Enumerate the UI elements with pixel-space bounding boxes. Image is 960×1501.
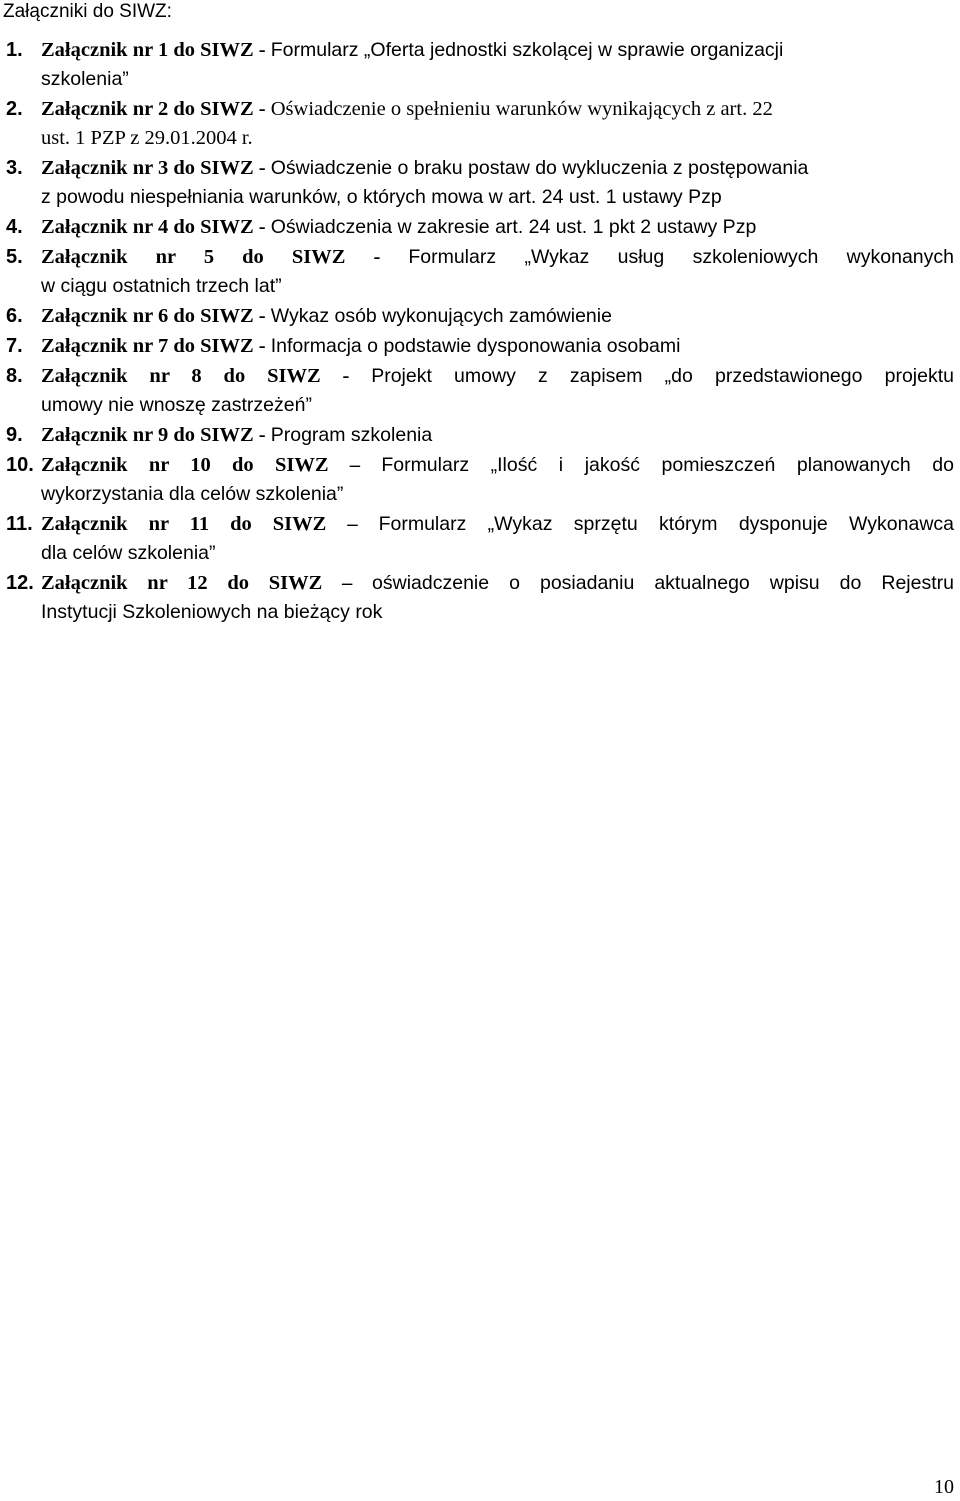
item-description-continued: w ciągu ostatnich trzech lat”: [41, 275, 282, 297]
item-description: Projekt umowy z zapisem „do przedstawionego projektu: [371, 365, 954, 387]
item-first-line: [41, 510, 954, 539]
item-description-continued: Instytucji Szkoleniowych na bieżący rok: [41, 601, 383, 623]
item-description: Oświadczenia w zakresie art. 24 ust. 1 pkt 2 ustawy Pzp: [270, 216, 757, 238]
item-description-continued: dla celów szkolenia”: [41, 542, 216, 564]
page-title: Załączniki do SIWZ:: [3, 1, 172, 22]
item-first-line: [41, 302, 954, 331]
list-item: [0, 421, 960, 450]
item-number: 7.: [6, 335, 23, 357]
item-number: 1.: [6, 39, 23, 61]
item-label: Załącznik nr 6 do SIWZ -: [41, 305, 271, 327]
item-label: Załącznik nr 1 do SIWZ -: [41, 39, 271, 61]
item-description-continued: wykorzystania dla celów szkolenia”: [41, 483, 344, 505]
item-description: Oświadczenie o spełnieniu warunków wynikających z art. 22: [270, 98, 773, 120]
item-label: Załącznik nr 5 do SIWZ -: [41, 246, 409, 268]
item-first-line: [41, 36, 954, 65]
item-label: Załącznik nr 8 do SIWZ -: [41, 365, 372, 387]
list-item: [0, 36, 960, 94]
item-number: 5.: [6, 246, 23, 268]
item-first-line: [41, 154, 954, 183]
list-item: [0, 213, 960, 242]
item-label: Załącznik nr 7 do SIWZ -: [41, 335, 271, 357]
item-number: 9.: [6, 424, 23, 446]
item-label: Załącznik nr 3 do SIWZ -: [41, 157, 271, 179]
item-label: Załącznik nr 11 do SIWZ –: [41, 513, 379, 535]
item-first-line: [41, 243, 954, 272]
item-description: Informacja o podstawie dysponowania osobami: [270, 335, 681, 357]
item-first-line: [41, 451, 954, 480]
item-label: Załącznik nr 10 do SIWZ –: [41, 454, 382, 476]
item-first-line: [41, 362, 954, 391]
item-first-line: [41, 332, 954, 361]
page-number: 10: [934, 1476, 954, 1498]
item-description: Oświadczenie o braku postaw do wykluczenia z postępowania: [270, 157, 809, 179]
item-number: 6.: [6, 305, 23, 327]
item-description: Program szkolenia: [270, 424, 433, 446]
item-number: 12.: [6, 572, 34, 594]
list-item: [0, 332, 960, 361]
item-description: Formularz „Wykaz sprzętu którym dysponuje Wykonawca: [378, 513, 954, 535]
item-description-continued: szkolenia”: [41, 68, 129, 90]
item-number: 8.: [6, 365, 23, 387]
item-label: Załącznik nr 4 do SIWZ -: [41, 216, 271, 238]
item-number: 3.: [6, 157, 23, 179]
item-first-line: [41, 95, 954, 124]
item-number: 10.: [6, 454, 34, 476]
item-number: 2.: [6, 98, 23, 120]
item-first-line: [41, 213, 954, 242]
list-item: [0, 510, 960, 568]
list-item: [0, 243, 960, 301]
item-description: Formularz „Wykaz usług szkoleniowych wykonanych: [408, 246, 954, 268]
item-label: Załącznik nr 9 do SIWZ -: [41, 424, 271, 446]
item-description-continued: ust. 1 PZP z 29.01.2004 r.: [41, 127, 253, 149]
list-item: [0, 95, 960, 153]
item-description: oświadczenie o posiadaniu aktualnego wpisu do Rejestru: [372, 572, 954, 594]
item-description: Formularz „Ilość i jakość pomieszczeń planowanych do: [381, 454, 954, 476]
list-item: [0, 302, 960, 331]
item-description-continued: umowy nie wnoszę zastrzeżeń”: [41, 394, 312, 416]
item-description: Formularz „Oferta jednostki szkolącej w sprawie organizacji: [270, 39, 784, 61]
item-number: 4.: [6, 216, 23, 238]
list-item: [0, 451, 960, 509]
list-item: [0, 569, 960, 627]
item-description: Wykaz osób wykonujących zamówienie: [270, 305, 612, 327]
item-description-continued: z powodu niespełniania warunków, o których mowa w art. 24 ust. 1 ustawy Pzp: [41, 186, 722, 208]
item-first-line: [41, 569, 954, 598]
item-first-line: [41, 421, 954, 450]
list-item: [0, 362, 960, 420]
attachments-list: [0, 36, 960, 628]
item-number: 11.: [6, 513, 33, 535]
item-label: Załącznik nr 12 do SIWZ –: [41, 572, 373, 594]
item-label: Załącznik nr 2 do SIWZ -: [41, 98, 271, 120]
list-item: [0, 154, 960, 212]
